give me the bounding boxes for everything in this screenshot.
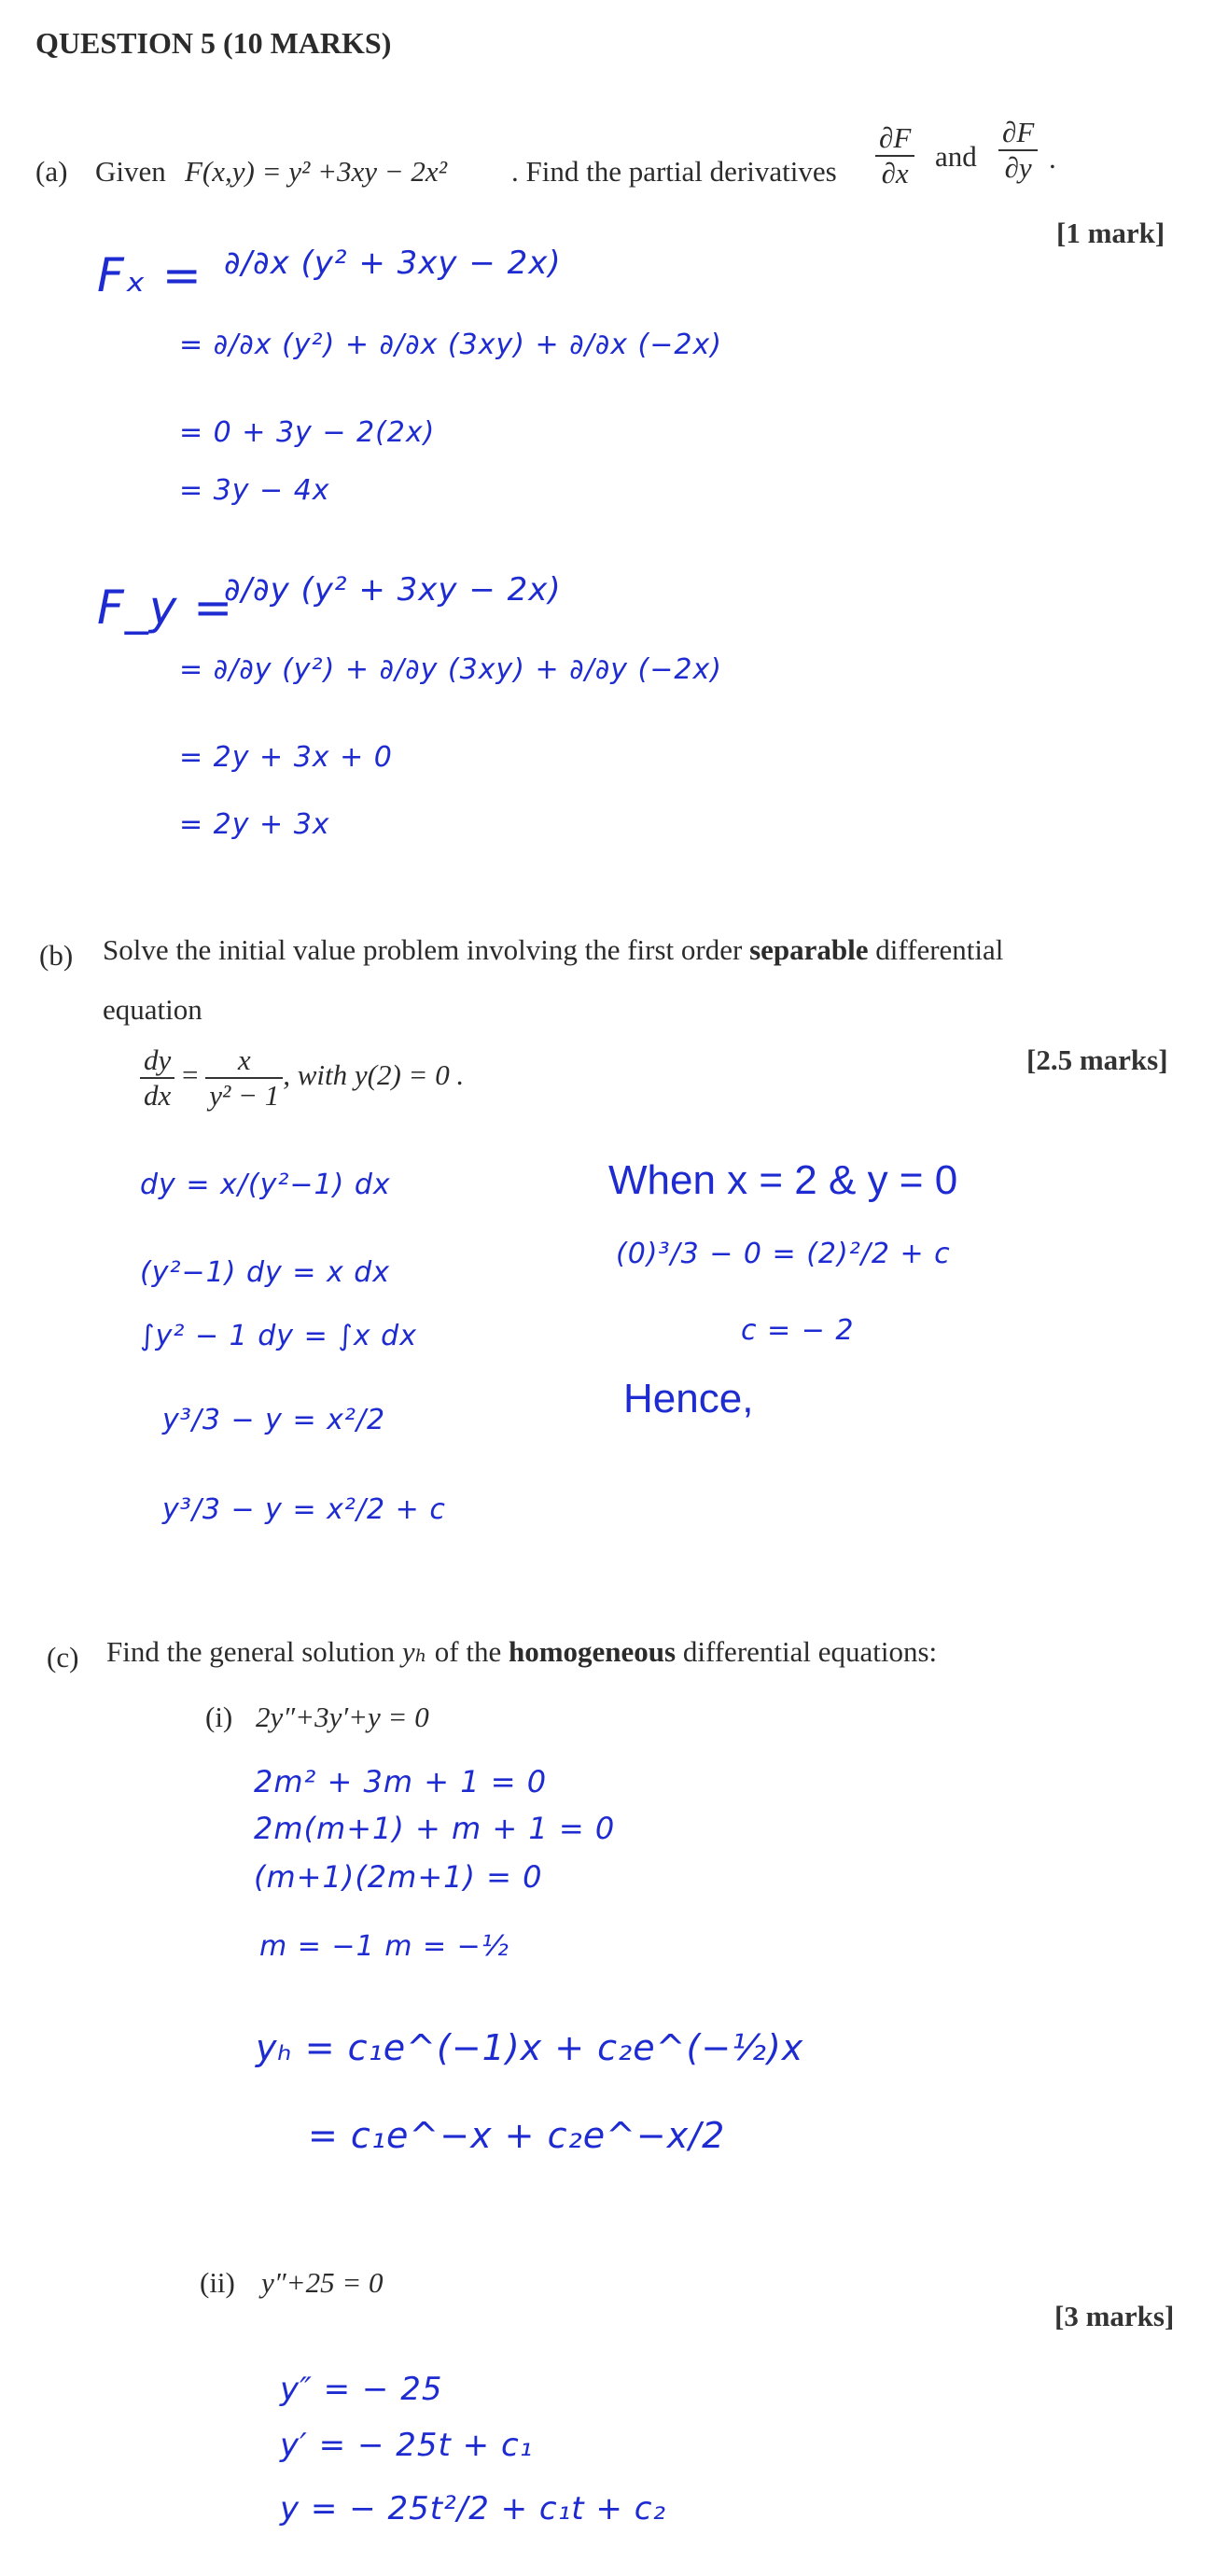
- b-work-4: y³/3 − y = x²/2: [162, 1404, 386, 1436]
- part-c-prompt-mid: of the: [434, 1635, 502, 1668]
- c-i-yh-line1: yₕ = c₁e^(−1)x + c₂e^(−½)x: [256, 2027, 804, 2068]
- c-ii-work-2: y′ = − 25t + c₁: [280, 2427, 534, 2464]
- hence-text: Hence,: [623, 1376, 754, 1421]
- dfdy-den: ∂y: [1004, 151, 1032, 184]
- c-i-work-2: 2m(m+1) + m + 1 = 0: [254, 1811, 616, 1846]
- part-c-i-eq: 2y″+3y′+y = 0: [256, 1701, 429, 1733]
- part-b-prompt-bold: separable: [749, 933, 869, 966]
- question-title: QUESTION 5 (10 MARKS): [35, 26, 392, 60]
- part-c-i-label: (i): [205, 1701, 233, 1733]
- part-c-marks: [3 marks]: [1054, 2300, 1175, 2332]
- c-i-yh-line2: = c₁e^−x + c₂e^−x/2: [308, 2115, 726, 2156]
- dfdx-den: ∂x: [881, 157, 909, 189]
- dfdx-fraction: [875, 121, 914, 190]
- part-a-period: .: [1049, 142, 1056, 175]
- when-text: When x = 2 & y = 0: [608, 1157, 958, 1203]
- eq-lhs-num: dy: [140, 1043, 174, 1079]
- b-work-5: y³/3 − y = x²/2 + c: [162, 1493, 446, 1526]
- part-c-prompt: [106, 1635, 937, 1669]
- fy-line-4: = 2y + 3x: [179, 808, 330, 841]
- eq-equals: =: [182, 1058, 199, 1092]
- part-c-ii-label: (ii): [200, 2266, 235, 2299]
- c-i-work-3: (m+1)(2m+1) = 0: [254, 1859, 543, 1895]
- part-a-prompt-mid: . Find the partial derivatives: [511, 155, 837, 188]
- fy-label: F_y =: [97, 581, 234, 635]
- fy-line-3: = 2y + 3x + 0: [179, 741, 393, 774]
- fx-line-1: ∂/∂x (y² + 3xy − 2x): [224, 245, 562, 282]
- b-work-2: (y²−1) dy = x dx: [140, 1256, 391, 1289]
- b-work-1: dy = x/(y²−1) dx: [140, 1169, 391, 1201]
- part-c-yh: yₕ: [401, 1635, 428, 1668]
- part-c-label: (c): [47, 1641, 79, 1673]
- c-line: c = − 2: [741, 1314, 855, 1347]
- part-c-prompt-pre: Find the general solution: [106, 1635, 396, 1668]
- sub-line: (0)³/3 − 0 = (2)²/2 + c: [616, 1238, 951, 1270]
- part-b-prompt: [103, 933, 1003, 967]
- part-c-prompt-post: differential equations:: [682, 1635, 938, 1668]
- fx-label: Fₓ =: [97, 248, 202, 302]
- part-a-function: F(x,y) = y² +3xy − 2x²: [185, 155, 447, 188]
- fy-line-2: = ∂/∂y (y²) + ∂/∂y (3xy) + ∂/∂y (−2x): [179, 653, 722, 686]
- dfdx-num: ∂F: [875, 121, 914, 157]
- dfdy-num: ∂F: [998, 116, 1038, 151]
- part-b-label: (b): [39, 939, 74, 972]
- eq-rhs-num: x: [205, 1043, 283, 1079]
- eq-lhs-den: dx: [144, 1079, 172, 1112]
- part-b-equation: [140, 1043, 464, 1113]
- part-b-prompt-pre: Solve the initial value problem involving the first order: [103, 933, 743, 966]
- fx-line-3: = 0 + 3y − 2(2x): [179, 416, 436, 449]
- part-a-and: and: [935, 140, 977, 173]
- b-work-3: ∫y² − 1 dy = ∫x dx: [140, 1320, 417, 1352]
- fx-line-4: = 3y − 4x: [179, 474, 330, 507]
- eq-condition: , with y(2) = 0 .: [283, 1058, 465, 1092]
- dfdy-fraction: [998, 116, 1038, 185]
- fx-line-2: = ∂/∂x (y²) + ∂/∂x (3xy) + ∂/∂x (−2x): [179, 329, 722, 361]
- c-i-work-1: 2m² + 3m + 1 = 0: [254, 1764, 548, 1799]
- eq-rhs-den: y² − 1: [209, 1079, 280, 1112]
- part-b-prompt-line2: equation: [103, 993, 202, 1026]
- c-i-work-4: m = −1 m = −½: [259, 1930, 509, 1963]
- part-c-prompt-bold: homogeneous: [508, 1635, 677, 1668]
- part-b-marks: [2.5 marks]: [1026, 1043, 1168, 1076]
- part-c-ii-eq: y″+25 = 0: [261, 2266, 384, 2299]
- c-ii-work-3: y = − 25t²/2 + c₁t + c₂: [280, 2490, 667, 2527]
- fy-line-1: ∂/∂y (y² + 3xy − 2x): [224, 571, 562, 609]
- part-a-marks: [1 mark]: [1056, 217, 1165, 249]
- part-b-prompt-post: differential: [875, 933, 1004, 966]
- c-ii-work-1: y″ = − 25: [280, 2371, 443, 2408]
- part-a-prompt-pre: Given: [95, 155, 166, 188]
- part-a-label: (a): [35, 155, 68, 188]
